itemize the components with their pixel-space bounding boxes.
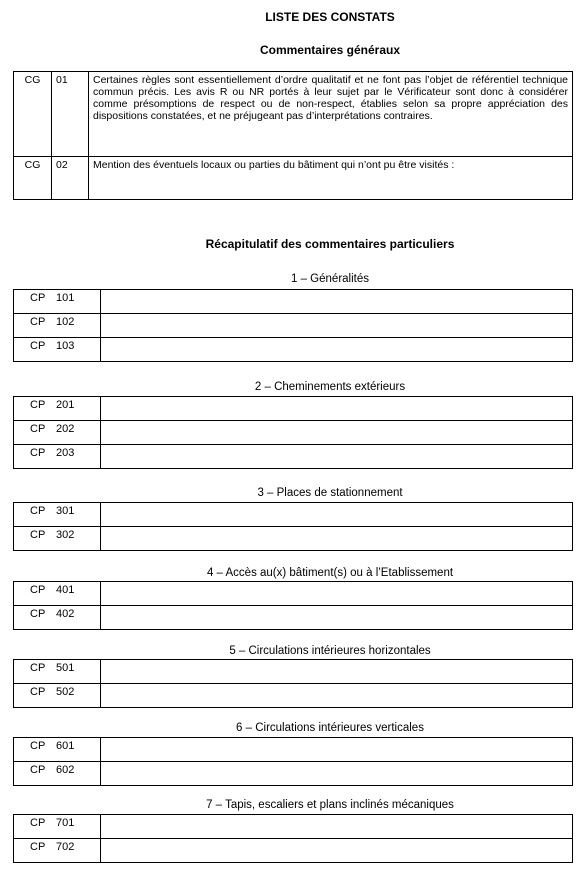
row-prefix: CP (30, 817, 46, 829)
row-number: 301 (56, 505, 75, 517)
row-comment[interactable] (101, 660, 573, 684)
row-number: 702 (56, 841, 75, 853)
table-row (14, 503, 573, 527)
row-code (14, 582, 101, 606)
section-title: 3 – Places de stationnement (257, 487, 403, 499)
row-number: 501 (56, 662, 75, 674)
table-row (14, 421, 573, 445)
row-code (14, 738, 101, 762)
row-code (14, 660, 101, 684)
table-row (14, 397, 573, 421)
row-prefix: CP (30, 608, 46, 620)
row-comment[interactable] (101, 815, 573, 839)
row-comment[interactable] (101, 314, 573, 338)
row-comment[interactable] (101, 445, 573, 469)
row-text: Mention des éventuels locaux ou parties du bâtiment qui n’ont pu être visités : (89, 157, 573, 200)
row-prefix: CP (30, 292, 46, 304)
section-table (13, 581, 573, 630)
table-row (14, 527, 573, 551)
table-row (14, 445, 573, 469)
table-row (14, 815, 573, 839)
row-comment[interactable] (101, 397, 573, 421)
row-prefix: CP (30, 447, 46, 459)
row-prefix: CP (30, 423, 46, 435)
row-prefix: CP (30, 740, 46, 752)
row-number: 201 (56, 399, 75, 411)
row-code (14, 445, 101, 469)
row-comment[interactable] (101, 762, 573, 786)
row-code (14, 606, 101, 630)
row-code (14, 290, 101, 314)
row-code (14, 314, 101, 338)
section-table (13, 659, 573, 708)
row-prefix: CG (14, 72, 52, 157)
row-prefix: CP (30, 340, 46, 352)
general-comments-table (13, 71, 573, 200)
row-prefix: CP (30, 399, 46, 411)
row-comment[interactable] (101, 290, 573, 314)
row-prefix: CP (30, 686, 46, 698)
section-title: 6 – Circulations intérieures verticales (236, 722, 424, 734)
row-prefix: CG (14, 157, 52, 200)
row-text: Certaines règles sont essentiellement d’ordre qualitatif et ne font pas l’objet de référentiel technique commun précis. Les avis R ou NR portés à leur sujet par le Vérificateur sont donc à considérer comme présomptions de respect ou de non-respect, établies selon sa propre appréciation des dispositions constatées, et ne préjugeant pas d’interprétations contraires. (89, 72, 573, 157)
row-code (14, 503, 101, 527)
row-comment[interactable] (101, 338, 573, 362)
row-number: 601 (56, 740, 75, 752)
row-number: 401 (56, 584, 75, 596)
row-number: 502 (56, 686, 75, 698)
section-title: 1 – Généralités (291, 273, 369, 285)
row-comment[interactable] (101, 527, 573, 551)
row-code (14, 421, 101, 445)
section-title: 5 – Circulations intérieures horizontales (229, 645, 431, 657)
row-number: 102 (56, 316, 75, 328)
row-number: 01 (52, 72, 89, 157)
section-title: 7 – Tapis, escaliers et plans inclinés mécaniques (206, 799, 454, 811)
row-comment[interactable] (101, 606, 573, 630)
row-number: 203 (56, 447, 75, 459)
table-row (14, 314, 573, 338)
row-number: 701 (56, 817, 75, 829)
table-row (14, 290, 573, 314)
row-code (14, 839, 101, 863)
row-comment[interactable] (101, 839, 573, 863)
section-title: 4 – Accès au(x) bâtiment(s) ou à l’Etablissement (206, 567, 454, 579)
row-code (14, 527, 101, 551)
row-prefix: CP (30, 316, 46, 328)
row-number: 302 (56, 529, 75, 541)
table-row (14, 762, 573, 786)
section-table (13, 396, 573, 469)
row-comment[interactable] (101, 503, 573, 527)
row-number: 402 (56, 608, 75, 620)
table-row (14, 738, 573, 762)
row-code (14, 815, 101, 839)
row-comment[interactable] (101, 421, 573, 445)
section-table (13, 289, 573, 362)
table-row (14, 157, 573, 200)
section-table (13, 737, 573, 786)
row-number: 103 (56, 340, 75, 352)
row-prefix: CP (30, 764, 46, 776)
row-comment[interactable] (101, 582, 573, 606)
row-comment[interactable] (101, 684, 573, 708)
row-number: 02 (52, 157, 89, 200)
row-prefix: CP (30, 662, 46, 674)
row-number: 101 (56, 292, 75, 304)
table-row (14, 72, 573, 157)
general-comments-heading: Commentaires généraux (259, 43, 401, 57)
table-row (14, 338, 573, 362)
document-title: LISTE DES CONSTATS (265, 10, 395, 24)
row-prefix: CP (30, 529, 46, 541)
row-prefix: CP (30, 505, 46, 517)
row-number: 602 (56, 764, 75, 776)
table-row (14, 684, 573, 708)
row-code (14, 338, 101, 362)
table-row (14, 839, 573, 863)
particular-comments-heading: Récapitulatif des commentaires particuliers (205, 237, 455, 251)
row-comment[interactable] (101, 738, 573, 762)
table-row (14, 582, 573, 606)
row-code (14, 684, 101, 708)
row-code (14, 397, 101, 421)
table-row (14, 660, 573, 684)
section-title: 2 – Cheminements extérieurs (254, 381, 406, 393)
row-code (14, 762, 101, 786)
row-prefix: CP (30, 841, 46, 853)
row-number: 202 (56, 423, 75, 435)
row-prefix: CP (30, 584, 46, 596)
section-table (13, 502, 573, 551)
section-table (13, 814, 573, 863)
table-row (14, 606, 573, 630)
